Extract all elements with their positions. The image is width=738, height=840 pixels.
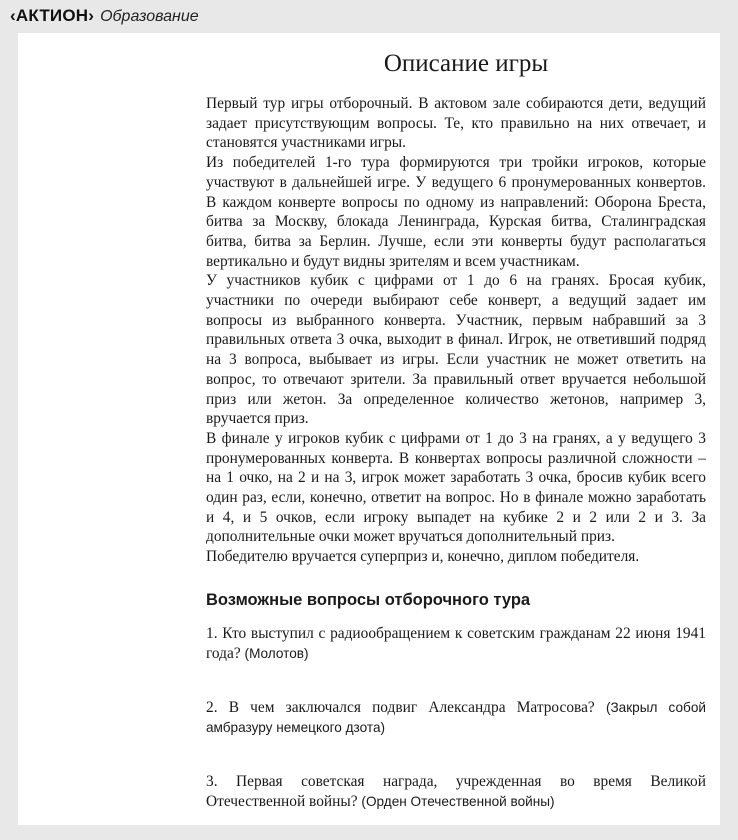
paragraph: Из победителей 1-го тура формируются три тройки игроков, которые участвуют в дальнейшей игре. У ведущего 6 пронумерованных конвертов. В каждом конверте вопросы по одному из направлений: Оборона Бреста, битва за Москву, блокада Ленинграда, Курская битва, Сталинградская битва, битва за Берлин. Лучше, если эти конверты будут располагаться вертикально и будут видны зрителям и всем участникам. [206,154,706,270]
site-header [10,6,199,30]
question-answer: (Молотов) [244,645,309,661]
question-answer: (Закрыл собой амбразуру немецкого дзота) [206,699,706,735]
brand-subtitle: Образование [100,8,199,25]
question-text: 3. Первая советская награда, учрежденная во время Великой Отечественной войны? [206,772,706,810]
paragraph: Первый тур игры отборочный. В актовом зале собираются дети, ведущий задает присутствующим вопросы. Те, кто правильно на них отвечает, и становятся участниками игры. [206,95,706,152]
document-content [206,33,706,812]
paragraph: Победителю вручается суперприз и, конечно, диплом победителя. [206,548,640,566]
question-text: 2. В чем заключался подвиг Александра Матросова? [206,698,595,716]
question-text: 1. Кто выступил с радиообращением к советским гражданам 22 июня 1941 года? [206,624,706,662]
section-heading: Возможные вопросы отборочного тура [206,590,531,609]
document-page [18,33,720,825]
game-description [206,94,706,567]
question-list [206,624,706,812]
question-answer: (Орден Отечественной войны) [361,793,555,809]
brand-logo[interactable]: ‹АКТИОН› [10,6,95,25]
paragraph: В финале у игроков кубик с цифрами от 1 до 3 на гранях, а у ведущего 3 пронумерованных конверта. В конвертах вопросы различной сложности – на 1 очко, на 2 и на 3, игрок может заработать 3 очка, бросив кубик всего один раз, если, конечно, ответит на вопрос. Но в финале можно заработать и 4, и 5 очков, если игроку выпадет на кубике 2 и 2 или 2 и 3. За дополнительные очки может вручаться дополнительный приз. [206,429,706,546]
question-item [206,772,706,812]
question-item [206,698,706,738]
question-item [206,624,706,664]
paragraph: У участников кубик с цифрами от 1 до 6 на гранях. Бросая кубик, участники по очереди выбирают себе конверт, а ведущий задает им вопросы из выбранного конверта. Участник, первым набравший за 3 правильных ответа 3 очка, выходит в финал. Игрок, не ответивший подряд на 3 вопроса, выбывает из игры. Если участник не может ответить на вопрос, то отвечают зрители. За правильный ответ вручается небольшой приз или жетон. За определенное количество жетонов, например 3, вручается приз. [206,272,706,428]
document-title: Описание игры [383,50,549,77]
